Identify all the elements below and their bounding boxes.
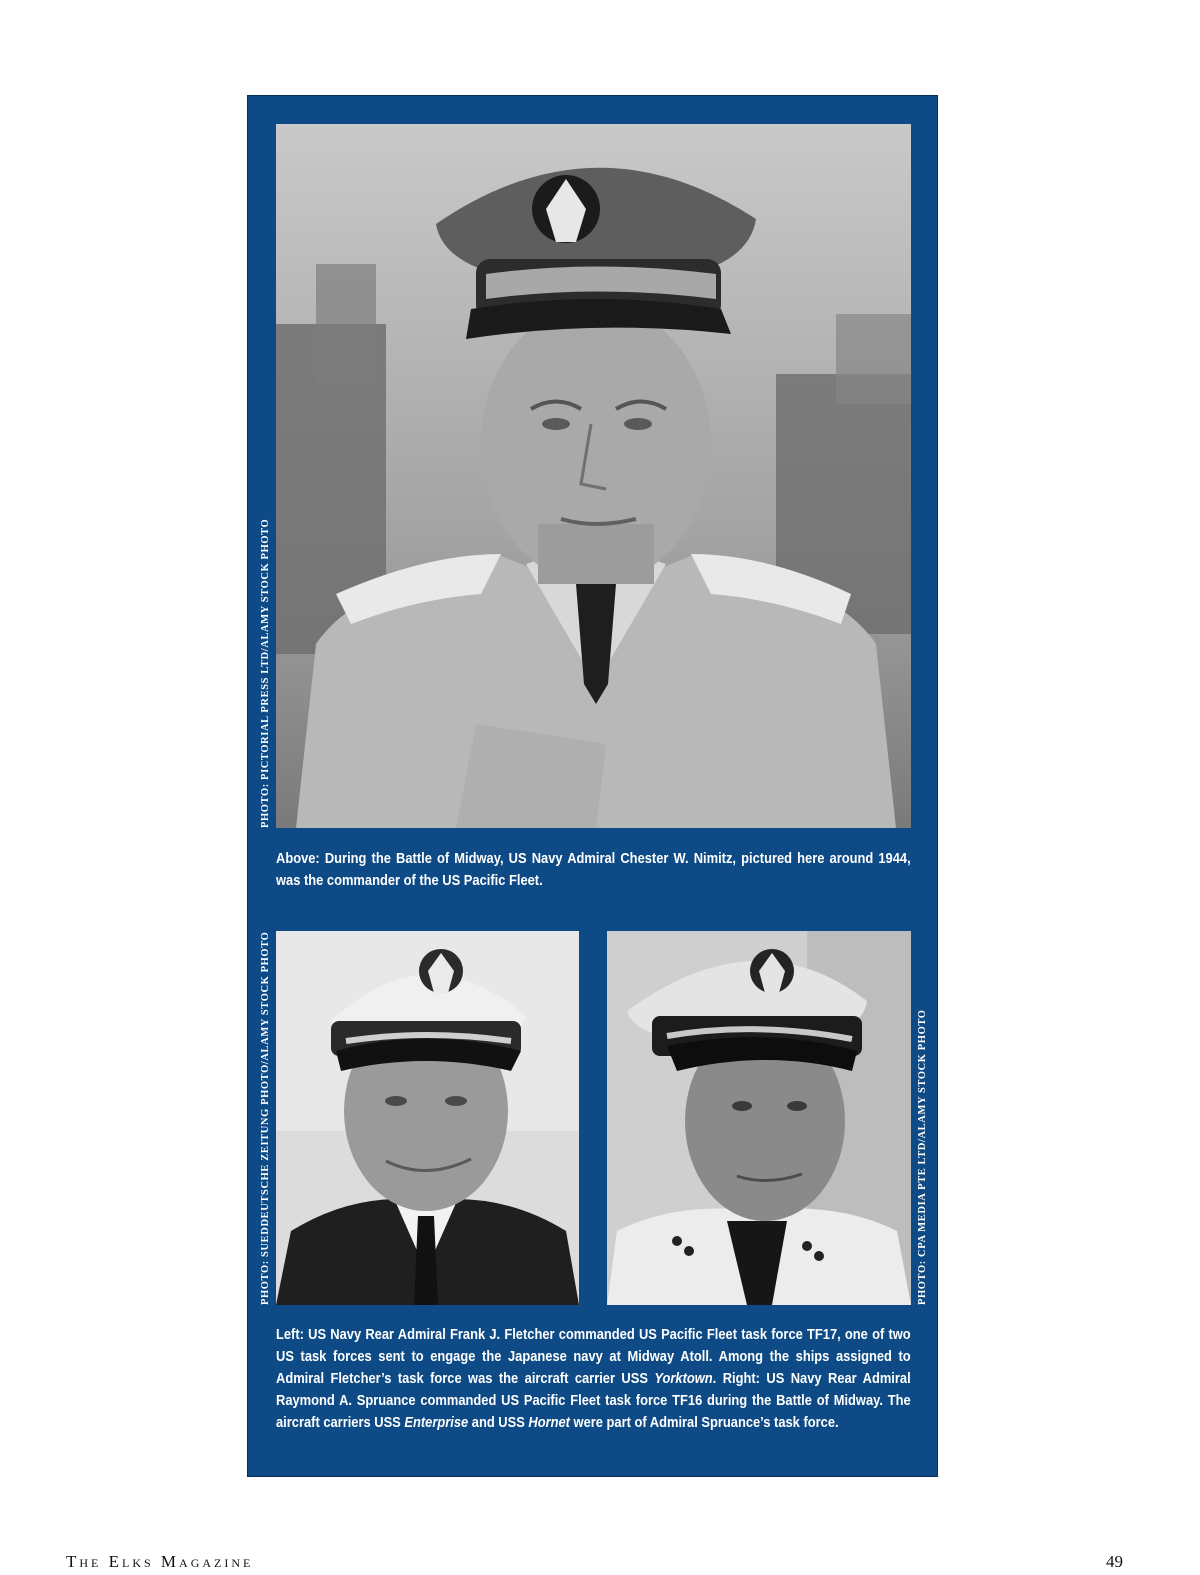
photo-credit-left: PHOTO: SUEDDEUTSCHE ZEITUNG PHOTO/ALAMY STOCK PHOTO (260, 931, 271, 1305)
caption-text-1: Left: US Navy Rear Admiral Frank J. Fletcher commanded US Pacific Fleet task force TF17, one of two US task forces sent to engage the Japanese navy at Midway Atoll. Among the ships assigned to Admiral Fletcher’s task force was the aircraft carrier USS (276, 1326, 911, 1387)
magazine-title: The Elks Magazine (66, 1552, 254, 1571)
spruance-portrait-illustration (607, 931, 911, 1305)
nimitz-portrait-illustration (276, 124, 911, 828)
caption-fletcher-spruance (276, 1324, 911, 1434)
fletcher-photo (276, 931, 579, 1305)
page-number: 49 (1106, 1552, 1123, 1571)
caption-text-3: and USS (468, 1414, 529, 1431)
caption-nimitz: Above: During the Battle of Midway, US Navy Admiral Chester W. Nimitz, pictured here around 1944, was the commander of the US Pacific Fleet. (276, 850, 911, 889)
nimitz-photo (276, 124, 911, 828)
caption-text-2: . Right: US Navy Rear Admiral Raymond A. Spruance commanded US Pacific Fleet task force TF16 during the Battle of Midway. The aircraft carriers USS (276, 1370, 911, 1431)
caption-ship-hornet: Hornet (528, 1414, 570, 1431)
photo-feature-panel (247, 95, 938, 1477)
fletcher-portrait-illustration (276, 931, 579, 1305)
caption-text-4: were part of Admiral Spruance’s task force. (569, 1414, 839, 1431)
photo-credit-top: PHOTO: PICTORIAL PRESS LTD/ALAMY STOCK PHOTO (260, 518, 271, 828)
spruance-photo (607, 931, 911, 1305)
photo-credit-right: PHOTO: CPA MEDIA PTE LTD/ALAMY STOCK PHOTO (917, 1009, 928, 1305)
caption-ship-enterprise: Enterprise (404, 1414, 469, 1431)
caption-ship-yorktown: Yorktown (654, 1370, 713, 1387)
